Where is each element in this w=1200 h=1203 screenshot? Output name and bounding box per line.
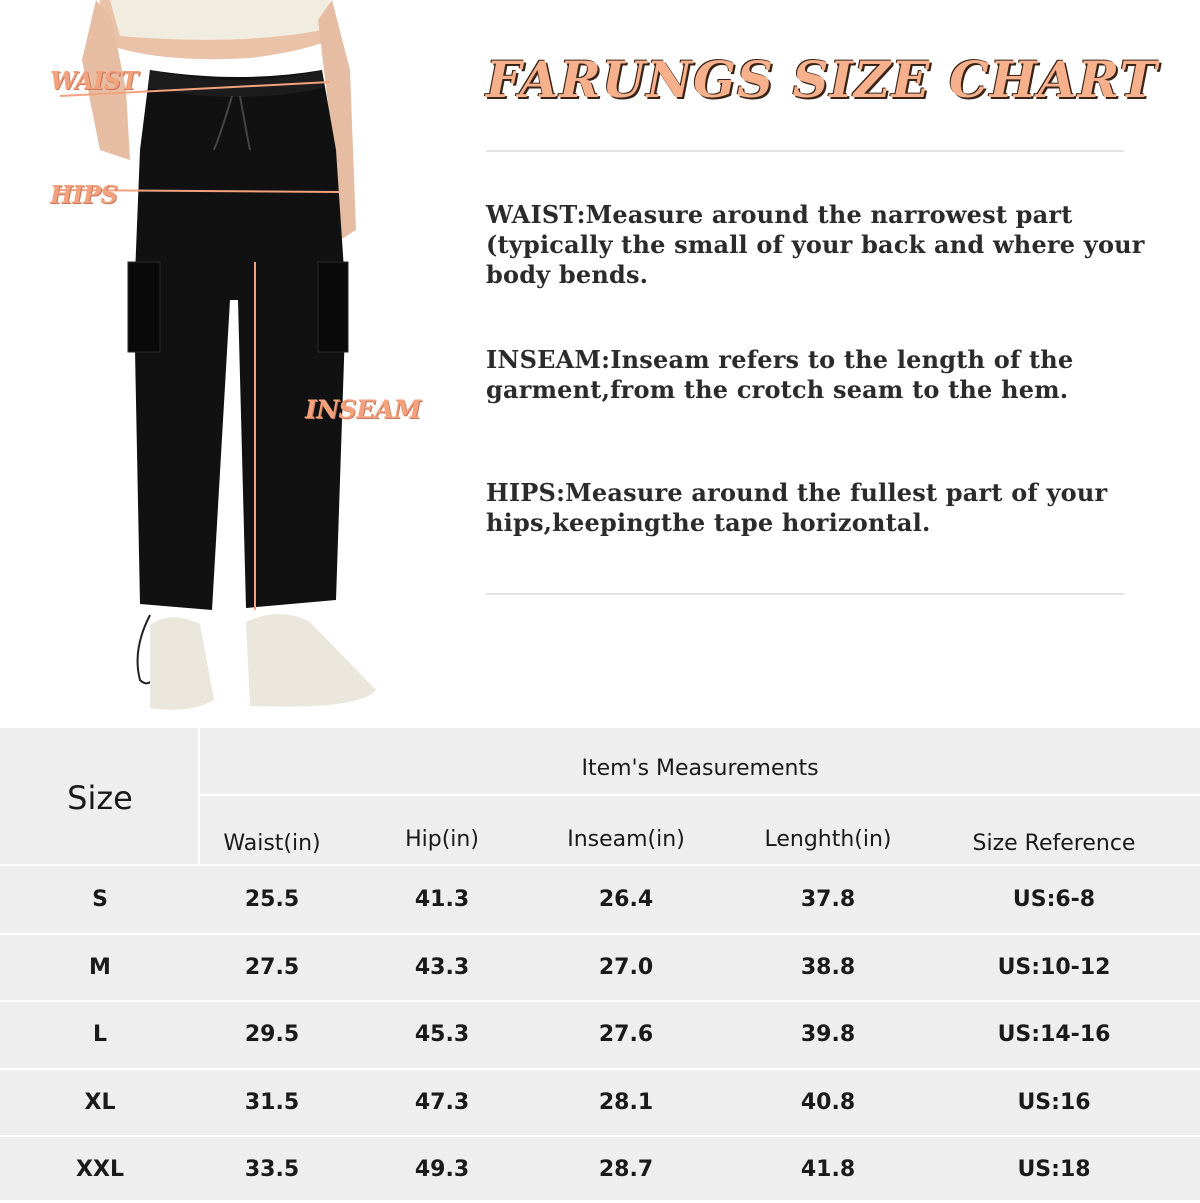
table-cell: 27.0 — [598, 954, 654, 980]
table-cell: 45.3 — [414, 1022, 470, 1047]
crop-top — [110, 0, 330, 40]
row-divider — [0, 1135, 1200, 1137]
pants — [134, 70, 346, 610]
row-divider — [0, 1068, 1200, 1070]
table-cell: 41.8 — [800, 1157, 856, 1182]
model-figure — [0, 0, 460, 728]
table-cell: US:6-8 — [1012, 887, 1096, 912]
size-table — [0, 728, 1200, 1200]
size-cell: XL — [84, 1089, 116, 1115]
measurements-header: Item's Measurements — [581, 755, 819, 781]
table-cell: US:14-16 — [997, 1022, 1111, 1047]
column-header-hip: Hip(in) — [405, 826, 479, 852]
table-cell: 37.8 — [800, 887, 856, 912]
size-cell: S — [92, 887, 108, 912]
table-cell: 29.5 — [244, 1022, 300, 1047]
table-cell: 33.5 — [244, 1157, 300, 1182]
table-cell: US:10-12 — [997, 954, 1111, 980]
right-sneaker — [246, 614, 376, 707]
table-cell: 39.8 — [800, 1022, 856, 1047]
divider-bottom — [486, 593, 1124, 595]
page-title: FARUNGS SIZE CHART — [486, 50, 1158, 109]
waist-description: WAIST:Measure around the narrowest part (typically the small of your back and where your body bends. — [486, 200, 1145, 289]
table-cell: 27.6 — [598, 1022, 654, 1047]
size-header: Size — [67, 779, 133, 817]
table-cell: 31.5 — [244, 1089, 300, 1115]
pants-illustration — [0, 0, 460, 728]
row-divider — [0, 1000, 1200, 1002]
hips-description: HIPS:Measure around the fullest part of your hips,keepingthe tape horizontal. — [486, 478, 1108, 537]
size-cell: M — [89, 954, 111, 980]
table-cell: 25.5 — [244, 887, 300, 912]
divider-top — [486, 150, 1124, 152]
table-cell: 28.1 — [598, 1089, 654, 1115]
hips-label: HIPS — [50, 180, 118, 209]
table-divider — [198, 794, 1200, 796]
size-cell: XXL — [76, 1157, 124, 1182]
table-cell: 26.4 — [598, 887, 654, 912]
table-cell: 43.3 — [414, 954, 470, 980]
waist-label: WAIST — [50, 66, 138, 95]
table-cell: 40.8 — [800, 1089, 856, 1115]
table-cell: 41.3 — [414, 887, 470, 912]
table-cell: 47.3 — [414, 1089, 470, 1115]
table-cell: 27.5 — [244, 954, 300, 980]
column-header-length: Lenghth(in) — [764, 826, 892, 852]
column-header-waist: Waist(in) — [223, 830, 321, 856]
table-cell: 38.8 — [800, 954, 856, 980]
size-cell: L — [92, 1022, 108, 1047]
column-header-inseam: Inseam(in) — [567, 826, 685, 852]
table-cell: 49.3 — [414, 1157, 470, 1182]
inseam-description: INSEAM:Inseam refers to the length of the garment,from the crotch seam to the hem. — [486, 345, 1074, 404]
table-cell: US:18 — [1017, 1157, 1091, 1182]
table-cell: US:16 — [1017, 1089, 1091, 1115]
row-divider — [0, 933, 1200, 935]
left-cargo-pocket — [128, 262, 160, 352]
right-cargo-pocket — [318, 262, 348, 352]
column-header-size-reference: Size Reference — [972, 830, 1136, 856]
table-cell: 28.7 — [598, 1157, 654, 1182]
inseam-label: INSEAM — [305, 395, 421, 424]
left-sneaker — [150, 617, 214, 710]
